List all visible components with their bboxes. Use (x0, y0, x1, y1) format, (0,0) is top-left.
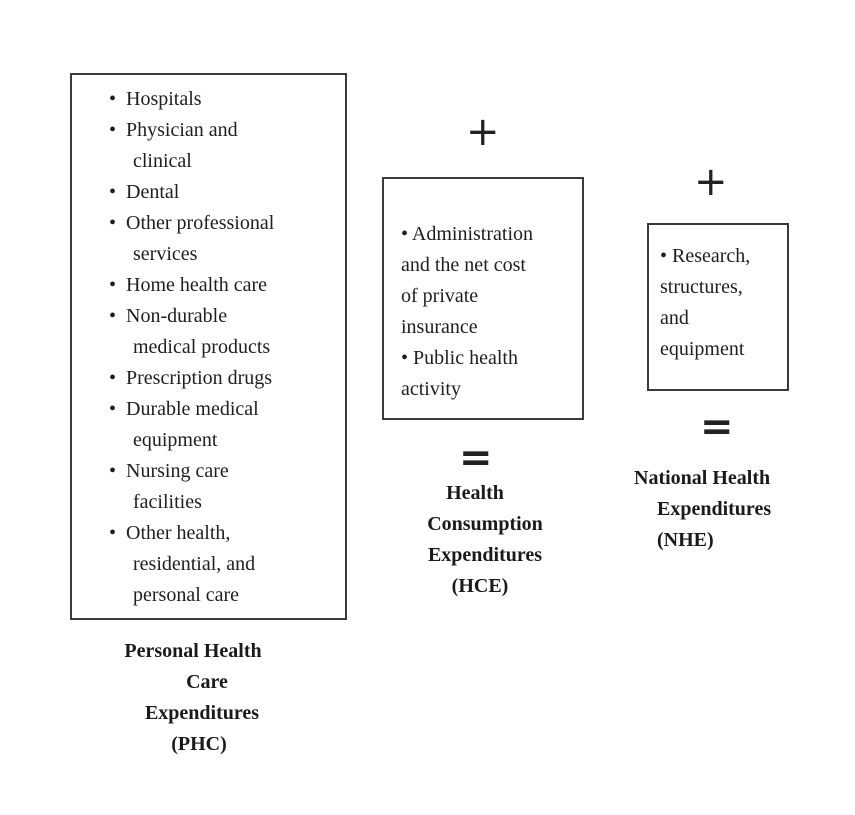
list-item-non-durable: • Non-durable medical products (109, 305, 271, 358)
hce-label: Health Consumption Expenditures (HCE) (427, 482, 543, 597)
list-item-prescription-drugs: • Prescription drugs (109, 367, 273, 389)
hce-component-text: • Administration and the net cost of private insurance • Public health activity (401, 223, 534, 400)
list-item-home-health: • Home health care (109, 274, 268, 296)
hce-components-box (382, 177, 584, 420)
nhe-label: National Health Expenditures (NHE) (634, 467, 772, 551)
phc-label: Personal Health Care Expenditures (PHC) (124, 640, 262, 755)
equals-operator-2: = (700, 404, 734, 450)
list-item-hospitals: • Hospitals (109, 88, 202, 110)
nhe-component-text: • Research, structures, and equipment (660, 245, 751, 360)
list-item-other-health: • Other health, residential, and personal care (109, 522, 256, 606)
list-item-nursing-care: • Nursing care facilities (109, 460, 229, 513)
equals-operator-1: = (459, 435, 493, 481)
phc-component-list (100, 84, 345, 611)
plus-operator-2: + (694, 159, 728, 205)
list-item-dental: • Dental (109, 181, 180, 203)
list-item-physician-clinical: • Physician and clinical (109, 119, 238, 172)
phc-components-box (70, 73, 347, 620)
nhe-components-box (647, 223, 789, 391)
plus-operator-1: + (466, 109, 500, 155)
list-item-other-professional: • Other professional services (109, 212, 275, 265)
list-item-durable-medical: • Durable medical equipment (109, 398, 259, 451)
